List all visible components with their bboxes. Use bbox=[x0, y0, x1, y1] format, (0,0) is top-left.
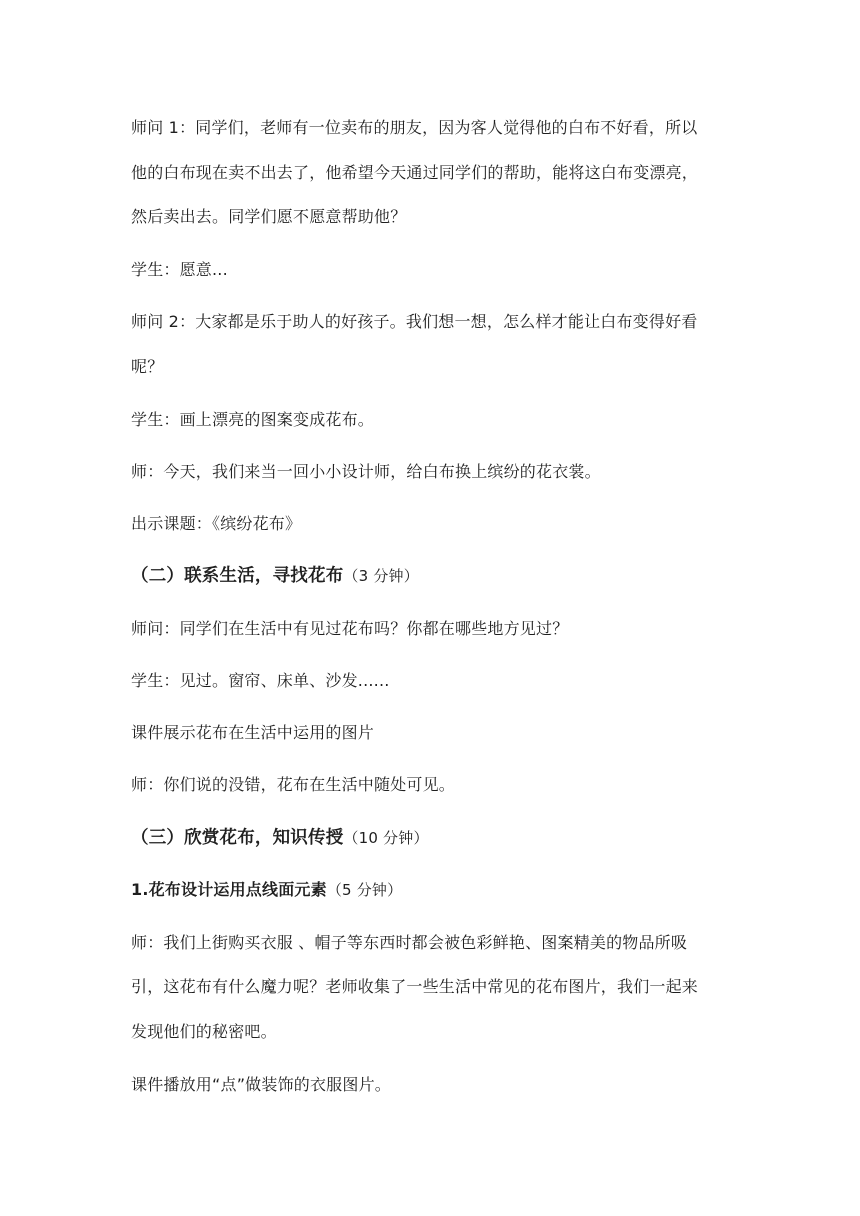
paragraph-line: 师问 1：同学们，老师有一位卖布的朋友，因为客人觉得他的白布不好看，所以 bbox=[131, 118, 698, 137]
section-heading bbox=[131, 828, 751, 848]
paragraph-line: 发现他们的秘密吧。 bbox=[131, 1022, 277, 1041]
paragraph-line: 师问：同学们在生活中有见过花布吗？你都在哪些地方见过？ bbox=[131, 619, 569, 638]
paragraph-line: 学生：画上漂亮的图案变成花布。 bbox=[131, 410, 375, 429]
section-heading-time: （3 分钟） bbox=[343, 567, 419, 585]
paragraph-line: 学生：见过。窗帘、床单、沙发...... bbox=[131, 671, 390, 690]
paragraph-line: 他的白布现在卖不出去了，他希望今天通过同学们的帮助，能将这白布变漂亮， bbox=[131, 163, 699, 182]
section-heading-title: （二）联系生活，寻找花布 bbox=[131, 566, 344, 586]
section-heading bbox=[131, 566, 751, 586]
subsection-heading-time: （5 分钟） bbox=[326, 881, 403, 899]
paragraph-line: 出示课题：《缤纷花布》 bbox=[131, 514, 302, 533]
paragraph-line: 师问 2：大家都是乐于助人的好孩子。我们想一想，怎么样才能让白布变得好看 bbox=[131, 312, 698, 331]
section-heading-title: （三）欣赏花布，知识传授 bbox=[131, 828, 344, 848]
subsection-heading bbox=[131, 880, 751, 900]
paragraph-line: 学生：愿意... bbox=[131, 260, 228, 279]
paragraph-line: 课件展示花布在生活中运用的图片 bbox=[131, 723, 375, 742]
paragraph-line: 课件播放用“点”做装饰的衣服图片。 bbox=[131, 1075, 391, 1094]
paragraph-line: 呢？ bbox=[131, 357, 164, 376]
subsection-heading-title: 1.花布设计运用点线面元素 bbox=[131, 880, 327, 899]
paragraph-line: 师：我们上街购买衣服 、帽子等东西时都会被色彩鲜艳、图案精美的物品所吸 bbox=[131, 933, 688, 952]
paragraph-line: 师：你们说的没错，花布在生活中随处可见。 bbox=[131, 775, 456, 794]
section-heading-time: （10 分钟） bbox=[343, 829, 429, 847]
paragraph-line: 然后卖出去。同学们愿不愿意帮助他？ bbox=[131, 207, 407, 226]
paragraph-line: 师：今天，我们来当一回小小设计师，给白布换上缤纷的花衣裳。 bbox=[131, 462, 601, 481]
paragraph-line: 引，这花布有什么魔力呢？老师收集了一些生活中常见的花布图片，我们一起来 bbox=[131, 977, 699, 996]
